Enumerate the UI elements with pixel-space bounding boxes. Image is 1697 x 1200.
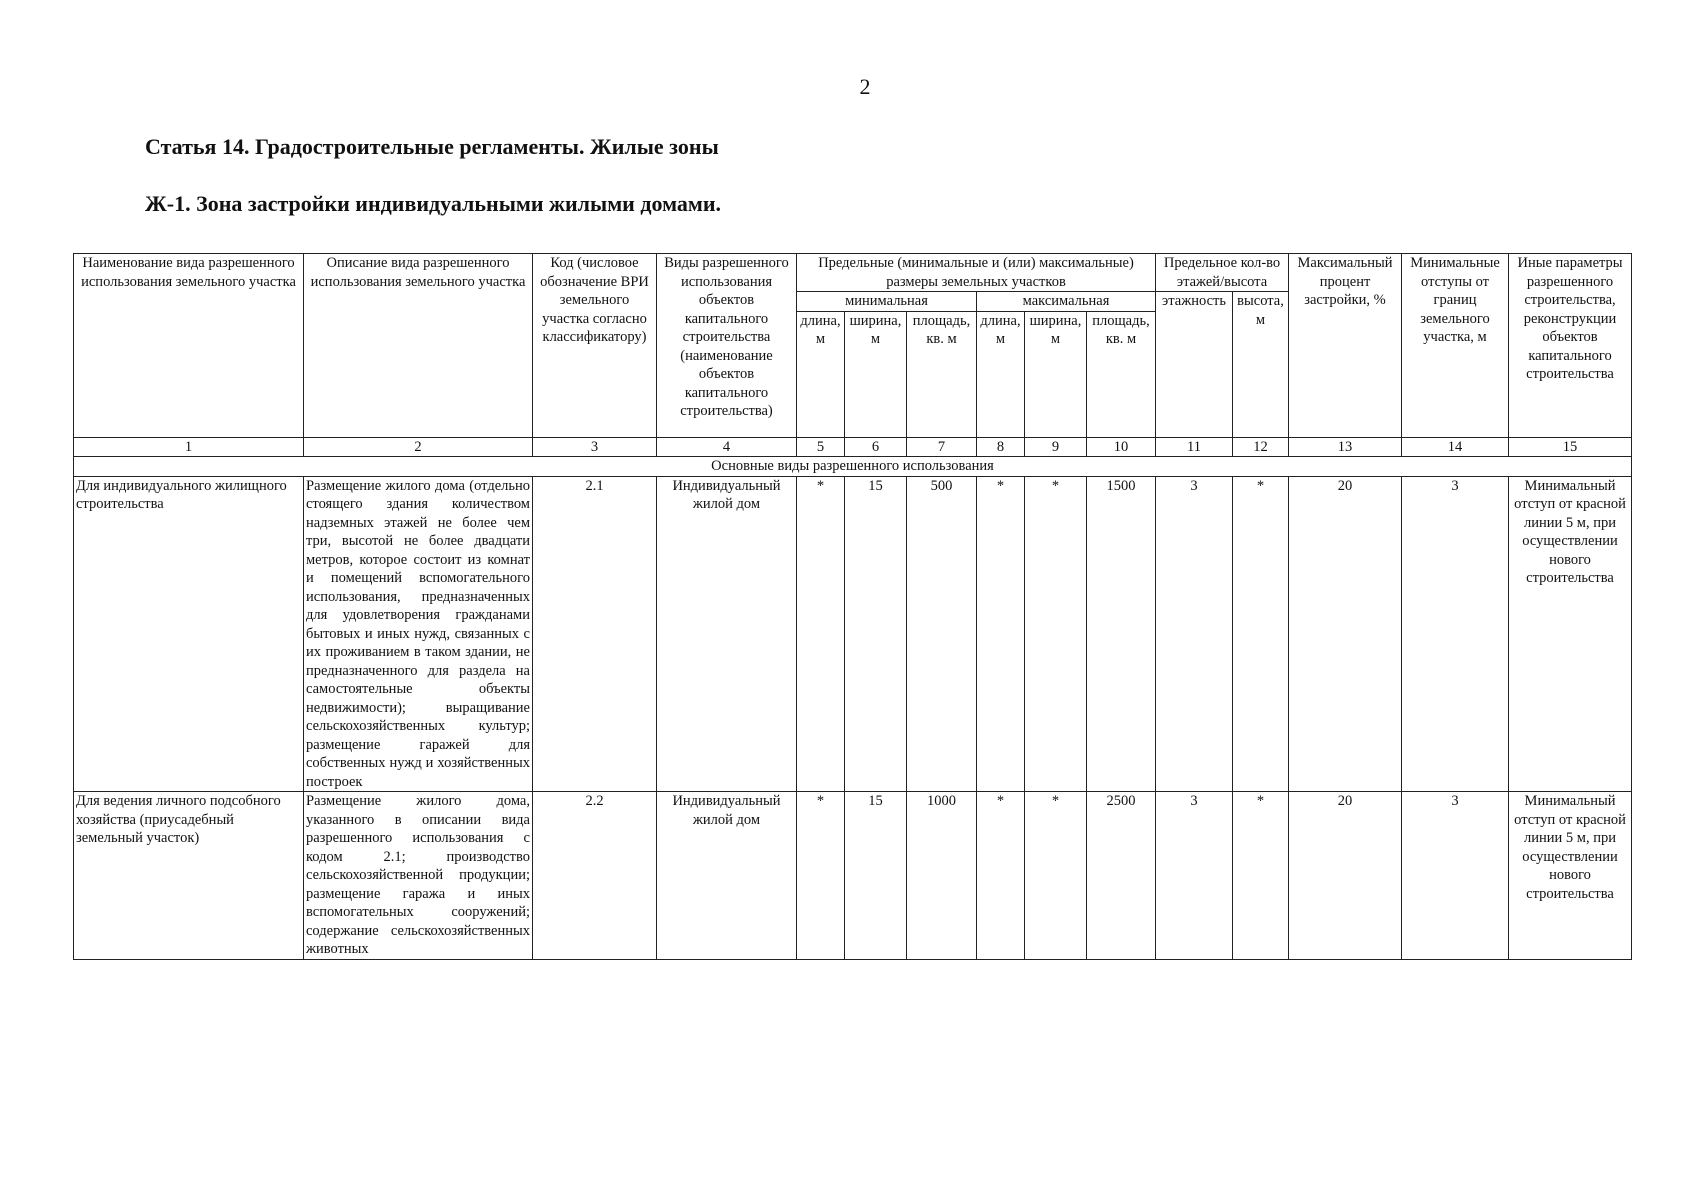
page-number: 2	[859, 74, 871, 99]
header-floors-height: Предельное кол-во этажей/высота	[1156, 254, 1289, 292]
row-name: Для индивидуального жилищного строительства	[74, 476, 304, 792]
row-height: *	[1233, 792, 1289, 960]
row-other-params: Минимальный отступ от красной линии 5 м, при осуществлении нового строительства	[1509, 476, 1632, 792]
row-min-length: *	[797, 476, 845, 792]
header-name: Наименование вида разрешенного использования земельного участка	[74, 254, 304, 438]
table-row	[74, 476, 1632, 792]
row-other-params: Минимальный отступ от красной линии 5 м, при осуществлении нового строительства	[1509, 792, 1632, 960]
header-max-length: длина, м	[977, 311, 1025, 437]
column-number: 7	[907, 437, 977, 457]
row-max-width: *	[1025, 792, 1087, 960]
row-floors: 3	[1156, 792, 1233, 960]
row-max-area: 2500	[1087, 792, 1156, 960]
column-number: 4	[657, 437, 797, 457]
row-name: Для ведения личного подсобного хозяйства (приусадебный земельный участок)	[74, 792, 304, 960]
article-title: Статья 14. Градостроительные регламенты. Жилые зоны	[145, 134, 719, 159]
row-min-width: 15	[845, 792, 907, 960]
row-min-area: 1000	[907, 792, 977, 960]
row-coverage: 20	[1289, 792, 1402, 960]
header-row	[74, 254, 1632, 292]
column-number: 3	[533, 437, 657, 457]
column-number: 8	[977, 437, 1025, 457]
row-min-width: 15	[845, 476, 907, 792]
header-min-group: минимальная	[797, 292, 977, 312]
row-object-type: Индивидуальный жилой дом	[657, 476, 797, 792]
column-number: 15	[1509, 437, 1632, 457]
row-setback: 3	[1402, 476, 1509, 792]
row-max-width: *	[1025, 476, 1087, 792]
row-code: 2.1	[533, 476, 657, 792]
row-max-length: *	[977, 476, 1025, 792]
header-min-area: площадь, кв. м	[907, 311, 977, 437]
header-code: Код (числовое обозначение ВРИ земельного участка согласно классификатору)	[533, 254, 657, 438]
header-max-group: максимальная	[977, 292, 1156, 312]
header-floors: этажность	[1156, 292, 1233, 438]
row-setback: 3	[1402, 792, 1509, 960]
row-description: Размещение жилого дома (отдельно стоящего здания количеством надземных этажей не более чем три, высотой не более двадцати метров, которое состоит из комнат и помещений вспомогательного использования, предназначенных для удовлетворения гражданами бытовых и иных нужд, связанных с их проживанием в таком здании, не предназначенного для раздела на самостоятельные объекты недвижимости); выращивание сельскохозяйственных культур; размещение гаражей для собственных нужд и хозяйственных построек	[304, 476, 533, 792]
column-number: 11	[1156, 437, 1233, 457]
zone-title: Ж-1. Зона застройки индивидуальными жилыми домами.	[145, 191, 722, 216]
column-number: 10	[1087, 437, 1156, 457]
column-number: 6	[845, 437, 907, 457]
column-number: 5	[797, 437, 845, 457]
column-number: 9	[1025, 437, 1087, 457]
row-code: 2.2	[533, 792, 657, 960]
row-min-length: *	[797, 792, 845, 960]
header-min-length: длина, м	[797, 311, 845, 437]
row-floors: 3	[1156, 476, 1233, 792]
header-description: Описание вида разрешенного использования земельного участка	[304, 254, 533, 438]
row-min-area: 500	[907, 476, 977, 792]
section-row	[74, 457, 1632, 477]
column-number: 12	[1233, 437, 1289, 457]
column-number: 14	[1402, 437, 1509, 457]
header-height: высота, м	[1233, 292, 1289, 438]
row-height: *	[1233, 476, 1289, 792]
header-other-params: Иные параметры разрешенного строительства, реконструкции объектов капитального строительства	[1509, 254, 1632, 438]
header-object-types: Виды разрешенного использования объектов капитального строительства (наименование объектов капитального строительства)	[657, 254, 797, 438]
row-object-type: Индивидуальный жилой дом	[657, 792, 797, 960]
section-title: Основные виды разрешенного использования	[74, 457, 1632, 477]
header-plot-sizes: Предельные (минимальные и (или) максимальные) размеры земельных участков	[797, 254, 1156, 292]
row-description: Размещение жилого дома, указанного в описании вида разрешенного использования с кодом 2.1; производство сельскохозяйственной продукции; размещение гаража и иных вспомогательных сооружений; содержание сельскохозяйственных животных	[304, 792, 533, 960]
header-min-width: ширина, м	[845, 311, 907, 437]
regulations-table	[73, 253, 1632, 960]
header-coverage: Максимальный процент застройки, %	[1289, 254, 1402, 438]
column-number: 13	[1289, 437, 1402, 457]
table-row	[74, 792, 1632, 960]
column-number: 1	[74, 437, 304, 457]
header-max-area: площадь, кв. м	[1087, 311, 1156, 437]
row-max-length: *	[977, 792, 1025, 960]
header-setbacks: Минимальные отступы от границ земельного участка, м	[1402, 254, 1509, 438]
column-numbers-row	[74, 437, 1632, 457]
header-max-width: ширина, м	[1025, 311, 1087, 437]
row-max-area: 1500	[1087, 476, 1156, 792]
column-number: 2	[304, 437, 533, 457]
row-coverage: 20	[1289, 476, 1402, 792]
